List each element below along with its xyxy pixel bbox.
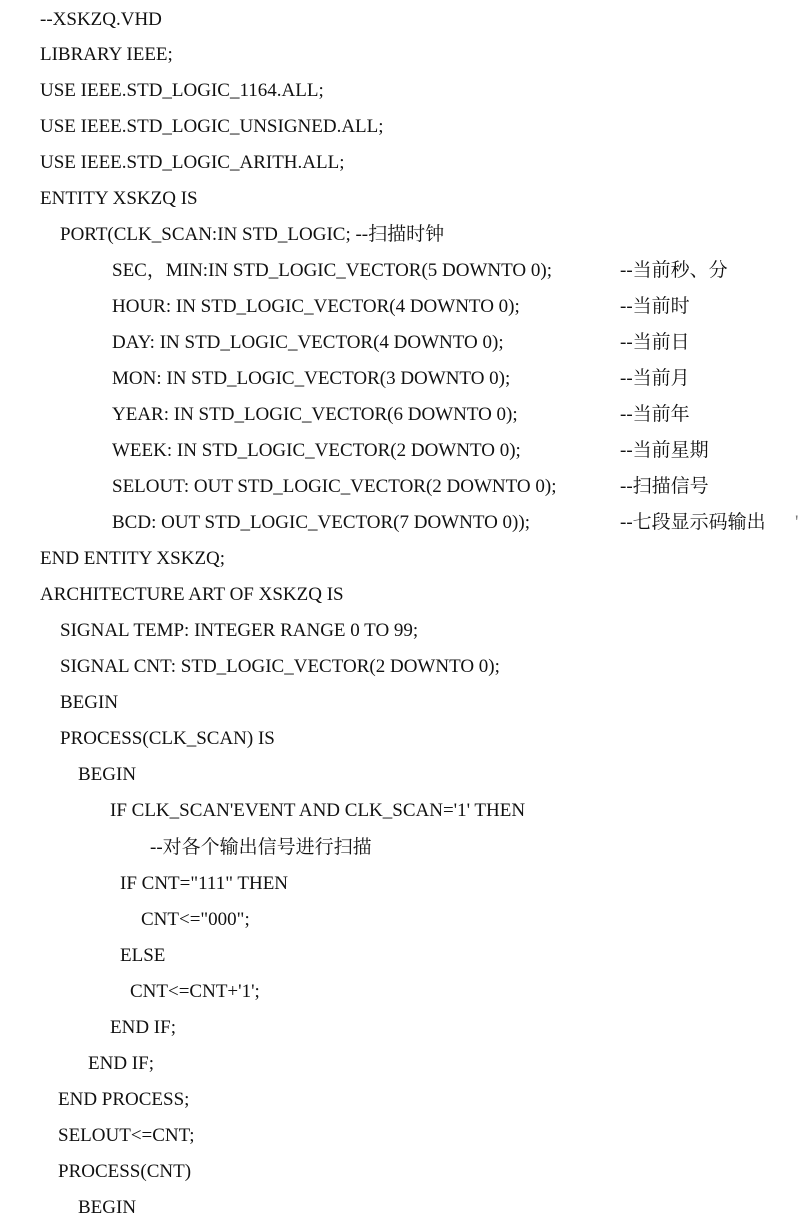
code-text: CNT<="000"; [141,909,250,930]
code-comment: --当前月 [620,368,690,389]
code-line [0,1118,800,1154]
edge-mark: ' [795,512,799,533]
code-line [0,2,800,38]
code-line [0,325,800,361]
code-text: --对各个输出信号进行扫描 [150,837,372,858]
code-line [0,793,800,829]
code-comment: --当前秒、分 [620,260,728,281]
code-line [0,685,800,721]
code-comment: --当前时 [620,296,690,317]
code-line [0,217,800,253]
code-line [0,757,800,793]
code-text: YEAR: IN STD_LOGIC_VECTOR(6 DOWNTO 0); [112,404,518,425]
code-line [0,505,800,541]
code-line [0,974,800,1010]
code-text: PORT(CLK_SCAN:IN STD_LOGIC; --扫描时钟 [60,224,445,245]
code-line [0,37,800,73]
code-text: WEEK: IN STD_LOGIC_VECTOR(2 DOWNTO 0); [112,440,521,461]
code-line [0,181,800,217]
code-text: END ENTITY XSKZQ; [40,548,226,569]
code-text: SELOUT: OUT STD_LOGIC_VECTOR(2 DOWNTO 0); [112,476,557,497]
code-text: BCD: OUT STD_LOGIC_VECTOR(7 DOWNTO 0)); [112,512,530,533]
code-text: ENTITY XSKZQ IS [40,188,198,209]
code-line [0,361,800,397]
code-line [0,830,800,866]
code-line [0,109,800,145]
code-line [0,73,800,109]
code-text: SIGNAL CNT: STD_LOGIC_VECTOR(2 DOWNTO 0); [60,656,500,677]
code-comment: --当前日 [620,332,690,353]
code-text: HOUR: IN STD_LOGIC_VECTOR(4 DOWNTO 0); [112,296,520,317]
code-text: BEGIN [78,1197,137,1218]
code-text: SEC，MIN:IN STD_LOGIC_VECTOR(5 DOWNTO 0); [112,260,552,281]
code-line [0,433,800,469]
code-text: SELOUT<=CNT; [58,1125,195,1146]
code-text: MON: IN STD_LOGIC_VECTOR(3 DOWNTO 0); [112,368,511,389]
code-text: ARCHITECTURE ART OF XSKZQ IS [40,584,344,605]
code-line [0,902,800,938]
code-line [0,1154,800,1190]
code-text: USE IEEE.STD_LOGIC_UNSIGNED.ALL; [40,116,384,137]
code-line [0,145,800,181]
code-comment: --七段显示码输出 [620,512,766,533]
code-text: PROCESS(CLK_SCAN) IS [60,728,275,749]
code-text: ELSE [120,945,166,966]
code-text: USE IEEE.STD_LOGIC_ARITH.ALL; [40,152,345,173]
code-line [0,613,800,649]
code-text: BEGIN [78,764,137,785]
code-comment: --当前年 [620,404,690,425]
code-line [0,577,800,613]
code-line [0,1082,800,1118]
code-comment: --扫描信号 [620,476,709,497]
code-line [0,541,800,577]
code-text: IF CLK_SCAN'EVENT AND CLK_SCAN='1' THEN [110,800,526,821]
code-line [0,1190,800,1222]
code-text: PROCESS(CNT) [58,1161,192,1182]
code-text: LIBRARY IEEE; [40,44,173,65]
code-line [0,397,800,433]
code-text: END PROCESS; [58,1089,190,1110]
code-text: --XSKZQ.VHD [40,9,162,30]
code-line [0,1010,800,1046]
code-line [0,289,800,325]
code-text: USE IEEE.STD_LOGIC_1164.ALL; [40,80,324,101]
code-line [0,721,800,757]
code-line [0,938,800,974]
code-text: END IF; [110,1017,176,1038]
code-text: CNT<=CNT+'1'; [130,981,260,1002]
code-text: SIGNAL TEMP: INTEGER RANGE 0 TO 99; [60,620,419,641]
code-line [0,649,800,685]
code-line [0,866,800,902]
code-comment: --当前星期 [620,440,709,461]
code-text: END IF; [88,1053,154,1074]
code-line [0,253,800,289]
code-line [0,1046,800,1082]
code-text: DAY: IN STD_LOGIC_VECTOR(4 DOWNTO 0); [112,332,504,353]
code-line [0,469,800,505]
code-text: BEGIN [60,692,119,713]
code-text: IF CNT="111" THEN [120,873,289,894]
